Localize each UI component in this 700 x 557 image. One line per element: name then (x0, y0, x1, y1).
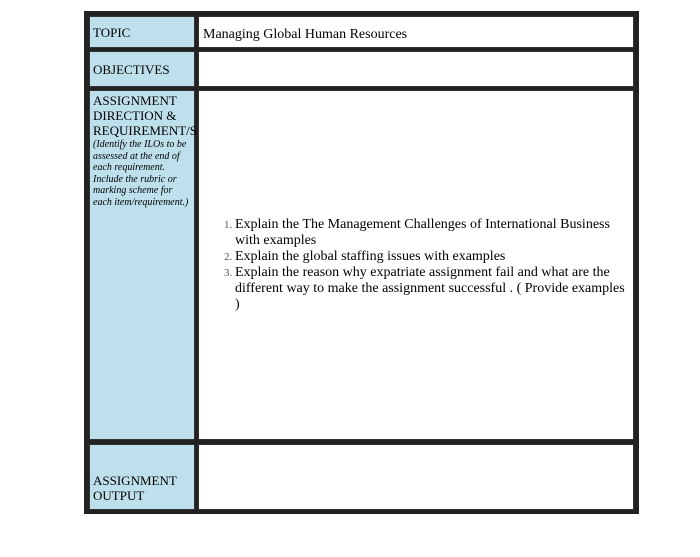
objectives-label: OBJECTIVES (93, 62, 170, 77)
topic-label: TOPIC (93, 25, 131, 40)
requirement-item: 3. Explain the reason why expatriate assignment fail and what are the different way to make the assignment successful . ( Provide examples ) (235, 265, 631, 313)
output-value-cell (198, 444, 634, 510)
assignment-label-cell (89, 90, 195, 440)
topic-label-cell (89, 16, 195, 48)
assignment-note: (Identify the ILOs to be assessed at the end of each requirement. Include the rubric or marking scheme for each item/requirement.) (93, 139, 189, 208)
output-label: ASSIGNMENT OUTPUT (93, 473, 177, 503)
requirements-list (217, 217, 631, 313)
assignment-table (84, 11, 639, 514)
topic-value-cell (198, 16, 634, 48)
output-label-cell (89, 444, 195, 510)
requirement-item: 2. Explain the global staffing issues with examples (235, 249, 631, 265)
assignment-value-cell (198, 90, 634, 440)
topic-value: Managing Global Human Resources (203, 27, 408, 42)
requirement-item: 1. Explain the The Management Challenges of International Business with examples (235, 217, 631, 249)
assignment-label: ASSIGNMENT DIRECTION & REQUIREMENT/S (93, 93, 197, 138)
objectives-label-cell (89, 51, 195, 87)
objectives-value-cell (198, 51, 634, 87)
